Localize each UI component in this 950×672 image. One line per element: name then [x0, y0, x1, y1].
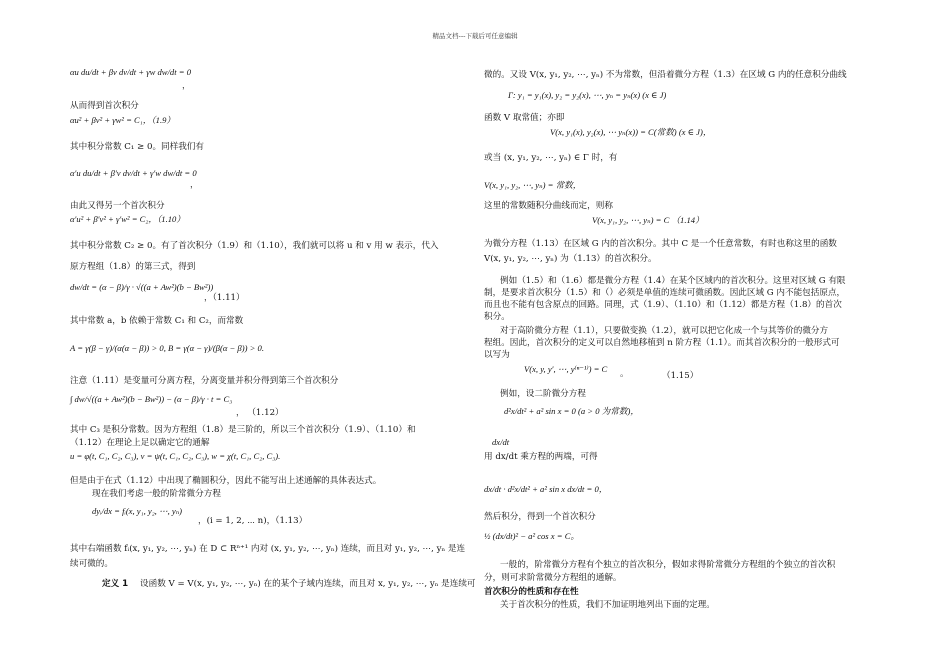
- equation-label: ， （1.12）: [236, 408, 284, 418]
- text-line: （1.12）在理论上足以确定它的通解: [70, 438, 210, 448]
- equation-label: （1.15）: [662, 371, 699, 381]
- punctuation: ，: [190, 180, 199, 190]
- text-line: 程组。因此，首次积分的定义可以自然地移植到 n 阶方程（1.1）。而其首次积分的一般形式可: [484, 338, 840, 348]
- text-line: 函数 V 取常值；亦即: [484, 113, 565, 123]
- text-line: 其中右端函数 fᵢ(x, y₁, y₂, ⋯, yₙ) 在 D ⊂ Rⁿ⁺¹ 内对 (x, y₁, y₂, ⋯, yₙ) 连续，而且对 y₁, y₂, ⋯, yₙ 是连: [70, 544, 466, 554]
- text-line: 例如，设二阶微分方程: [500, 389, 586, 399]
- text-line: 设函数 V = V(x, y₁, y₂, ⋯, yₙ) 在的某个子域内连续，而且对 x, y₁, y₂, ⋯, yₙ 是连续可: [140, 579, 476, 589]
- equation-label: ，(i = 1, 2, ⋯ n)，（1.13）: [198, 516, 308, 526]
- equation-line: V(x, y₁, y₂, ⋯, yₙ) = C （1.14）: [592, 215, 704, 225]
- equation-line: A = γ(β − γ)/(α(α − β)) > 0, B = γ(α − γ)/(β(α − β)) > 0.: [70, 343, 264, 353]
- text-line: 或当 (x, y₁, y₂, ⋯, yₙ) ∈ Γ 时，有: [484, 153, 618, 163]
- text-line: 对于高阶微分方程（1.1），只要做变换（1.2），就可以把它化成一个与其等价的微分方: [500, 326, 829, 336]
- text-line: V(x, y₁, y₂, ⋯, yₙ) 为（1.13）的首次积分。: [484, 254, 657, 264]
- definition-label: 定义 1: [102, 579, 129, 589]
- equation-line: α′u² + β′v² + γ′w² = C₂，（1.10）: [70, 214, 185, 224]
- text-line: 以写为: [484, 350, 510, 360]
- equation-line: dyᵢ/dx = fᵢ(x, y₁, y₂, ⋯, yₙ): [92, 506, 183, 516]
- text-line: 由此又得另一个首次积分: [70, 201, 165, 211]
- equation-line: α′u du/dt + β′v dv/dt + γ′w dw/dt = 0: [70, 168, 197, 178]
- text-line: 其中 C₃ 是积分常数。因为方程组（1.8）是三阶的，所以三个首次积分（1.9）、（1.10）和: [70, 425, 416, 435]
- text-line: 其中常数 a，b 依赖于常数 C₁ 和 C₂，而常数: [70, 316, 244, 326]
- text-line: 其中积分常数 C₁ ≥ 0。同样我们有: [70, 142, 205, 152]
- section-heading: 首次积分的性质和存在性: [484, 587, 579, 597]
- text-line: 这里的常数随积分曲线而定，则称: [484, 201, 613, 211]
- equation-line: ∫ dw/√((a + Aw²)(b − Bw²)) − (α − β)/γ · t = C₃: [70, 394, 233, 404]
- text-line: 从而得到首次积分: [70, 101, 139, 111]
- equation-line: αu² + βv² + γw² = C₁，（1.9）: [70, 115, 175, 125]
- text-line: 积分。: [484, 312, 510, 322]
- text-line: 续可微的。: [70, 559, 113, 569]
- equation-line: dw/dt = (α − β)/γ · √((a + Aw²)(b − Bw²)): [70, 282, 214, 292]
- text-line: 其中积分常数 C₂ ≥ 0。有了首次积分（1.9）和（1.10），我们就可以将 u 和 v 用 w 表示，代入: [70, 241, 439, 251]
- page-header: 精品文档---下载后可任意编辑: [432, 32, 518, 40]
- equation-line: ½ (dx/dt)² − a² cos x = C。: [484, 531, 580, 541]
- equation-line: Γ: y₁ = y₁(x), y₂ = y₂(x), ⋯, yₙ = yₙ(x) (x ∈ J): [508, 90, 667, 100]
- equation-line: V(x, y, y′, ⋯, y⁽ⁿ⁻¹⁾) = C: [524, 364, 608, 374]
- punctuation: ，: [182, 81, 191, 91]
- text-line: 为微分方程（1.13）在区域 G 内的首次积分。其中 C 是一个任意常数，有时也称这里的函数: [484, 239, 837, 249]
- equation-line: dx/dt · d²x/dt² + a² sin x dx/dt = 0，: [484, 484, 608, 494]
- text-line: 现在我们考虑一般的阶常微分方程: [92, 489, 221, 499]
- punctuation: 。: [620, 369, 629, 379]
- text-line: 用 dx/dt 乘方程的两端，可得: [484, 452, 598, 462]
- fraction-note: dx/dt: [492, 437, 510, 447]
- equation-line: V(x, y₁(x), y₂(x), ⋯ yₙ(x)) = C(常数) (x ∈ J)，: [550, 127, 712, 137]
- text-line: 注意（1.11）是变量可分离方程，分离变量并积分得到第三个首次积分: [70, 376, 339, 386]
- text-line: 但是由于在式（1.12）中出现了椭圆积分，因此不能写出上述通解的具体表达式。: [70, 476, 382, 486]
- text-line: 例如（1.5）和（1.6）都是微分方程（1.4）在某个区域内的首次积分。这里对区域 G 有限: [500, 276, 846, 286]
- equation-line: d²x/dt² + a² sin x = 0 (a > 0 为常数)，: [504, 406, 639, 416]
- text-line: 分，则可求阶常微分方程组的通解。: [484, 573, 622, 583]
- equation-line: αu du/dt + βv dv/dt + γw dw/dt = 0: [70, 67, 192, 77]
- equation-line: u = φ(t, C₁, C₂, C₃), v = ψ(t, C₁, C₂, C₃), w = χ(t, C₁, C₂, C₃).: [70, 451, 281, 461]
- text-line: 一般的，阶常微分方程有个独立的首次积分，假如求得阶常微分方程组的个独立的首次积: [500, 560, 836, 570]
- equation-line: V(x, y₁, y₂, ⋯, yₙ) = 常数，: [484, 180, 582, 190]
- text-line: 制，是要求首次积分（1.5）和（）必须是单值的连续可微函数。因此区域 G 内不能包括原点，: [484, 288, 846, 298]
- text-line: 关于首次积分的性质，我们不加证明地列出下面的定理。: [500, 600, 715, 610]
- text-line: 原方程组（1.8）的第三式，得到: [70, 262, 196, 272]
- text-line: 然后积分，得到一个首次积分: [484, 512, 596, 522]
- text-line: 而且也不能有包含原点的回路。同理，式（1.9）、（1.10）和（1.12）都是方程（1.8）的首次: [484, 300, 842, 310]
- equation-label: ，（1.11）: [204, 293, 245, 303]
- text-line: 微的。又设 V(x, y₁, y₂, ⋯, yₙ) 不为常数，但沿着微分方程（1.3）在区域 G 内的任意积分曲线: [484, 70, 847, 80]
